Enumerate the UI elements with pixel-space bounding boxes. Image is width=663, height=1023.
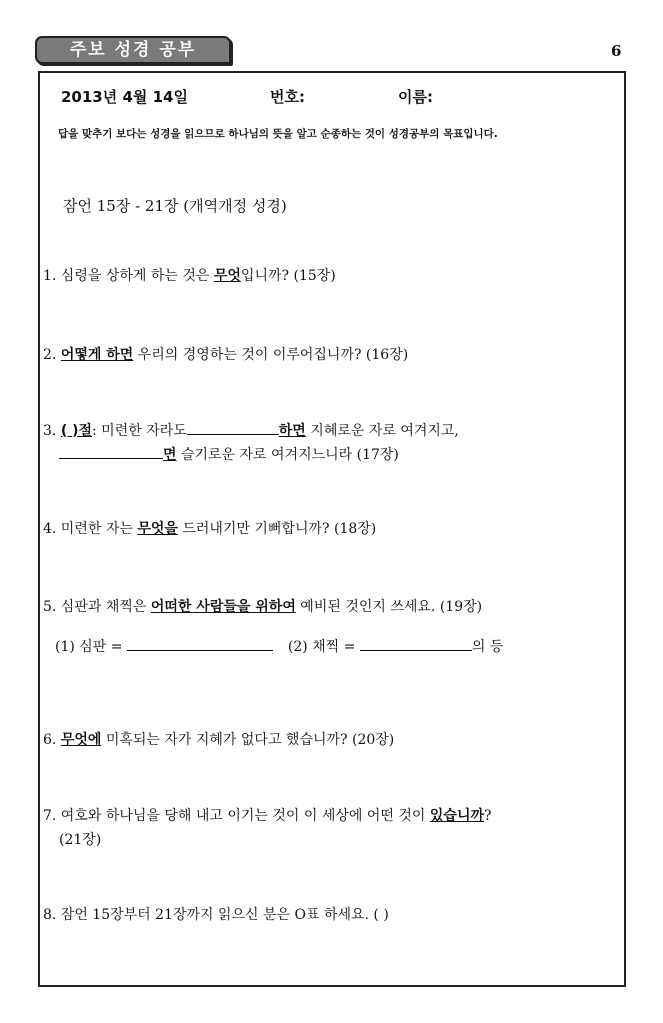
q5-emphasis: 어떠한 사람들을 위하여: [150, 599, 296, 615]
number-label: 번호:: [270, 88, 305, 106]
q2-pre: 2.: [43, 347, 61, 363]
question-7-line-2: (21장): [59, 832, 102, 848]
q7-emphasis: 있습니까: [429, 808, 484, 824]
q6-emphasis: 무엇에: [60, 732, 102, 748]
page-number: 6: [611, 42, 622, 60]
question-4: [43, 518, 376, 538]
q3-pre: 3.: [43, 423, 61, 439]
q3-answer-blank-2: [59, 445, 163, 459]
q1-pre: 1. 심령을 상하게 하는 것은: [43, 268, 214, 284]
header-tab: [35, 36, 231, 64]
question-5-answers: [55, 636, 503, 656]
question-7: [43, 805, 492, 825]
name-label: 이름:: [398, 88, 433, 106]
question-8: 8. 잠언 15장부터 21장까지 읽으신 분은 O표 하세요. ( ): [43, 907, 389, 923]
q2-emphasis: 어떻게 하면: [60, 347, 134, 363]
q4-emphasis: 무엇을: [137, 521, 178, 537]
q5-sub1: (1) 심판 =: [55, 639, 127, 655]
q5-sub2: (2) 채찍 =: [287, 639, 360, 655]
q5-pre: 5. 심판과 채찍은: [43, 599, 151, 615]
q5-answer-blank-2: [360, 637, 472, 651]
q4-pre: 4. 미련한 자는: [43, 521, 138, 537]
q6-post: 미혹되는 자가 지혜가 없다고 했습니까? (20장): [101, 732, 395, 748]
q1-post: 입니까? (15장): [240, 268, 336, 284]
q7-post: ?: [484, 808, 492, 824]
intro-text: 답을 맞추기 보다는 성경을 읽으므로 하나님의 뜻을 알고 순종하는 것이 성경공부의 목표입니다.: [58, 128, 498, 140]
question-3-line-2: [59, 444, 399, 464]
q3-emphasis-2: 하면: [278, 423, 306, 439]
question-3-line-1: [43, 420, 459, 440]
header-tab-title: 주보 성경 공부: [69, 40, 197, 60]
question-6: [43, 729, 394, 749]
q3-mid1: : 미련한 자라도: [92, 423, 187, 439]
date-text: 2013년 4월 14일: [61, 88, 188, 106]
q3-post: 슬기로운 자로 여겨지느니라 (17장): [176, 447, 399, 463]
q5-post: 예비된 것인지 쓰세요. (19장): [295, 599, 483, 615]
q3-answer-blank-1: [187, 421, 279, 435]
q5-answer-blank-1: [127, 637, 273, 651]
q7-pre: 7. 여호와 하나님을 당해 내고 이기는 것이 이 세상에 어떤 것이: [43, 808, 430, 824]
question-1: [43, 265, 336, 285]
q3-mid2: 지혜로운 자로 여겨지고,: [305, 423, 459, 439]
question-2: [43, 344, 408, 364]
q3-emphasis-3: 면: [163, 447, 177, 463]
q6-pre: 6.: [43, 732, 61, 748]
question-5: [43, 596, 482, 616]
subtitle: 잠언 15장 - 21장 (개역개정 성경): [63, 197, 287, 215]
q1-emphasis: 무엇: [213, 268, 241, 284]
q3-verse-blank: ( )절: [60, 423, 93, 439]
q4-post: 드러내기만 기뻐합니까? (18장): [177, 521, 377, 537]
q5-sub-end: 의 등: [471, 639, 504, 655]
q2-post: 우리의 경영하는 것이 이루어집니까? (16장): [133, 347, 409, 363]
